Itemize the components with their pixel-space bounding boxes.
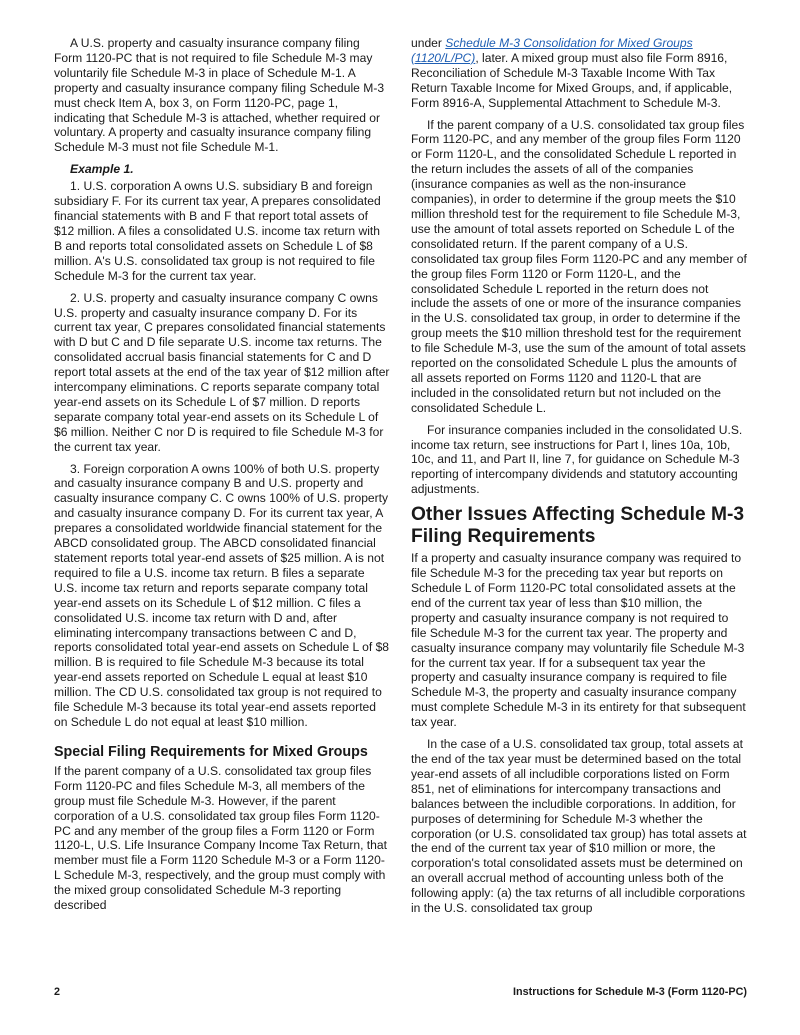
other-issues-heading: Other Issues Affecting Schedule M-3 Filing Requirements — [411, 504, 745, 548]
example-label: Example 1. — [70, 162, 134, 177]
mixed-groups-paragraph: If the parent company of a U.S. consolidated tax group files Form 1120-PC and files Schedule M-3, all members of the group must file Schedule M-3. However, if the parent corporation of a U.S. consolidated tax group files Form 1120-PC and any member of the group files a Form 1120 or Form 1120-L, U.S. Life Insurance Company Income Tax Return, that member must file a Form 1120 Schedule M-3 or a Form 1120-L Schedule M-3, respectively, and the group must comply with the mixed group consolidated Schedule M-3 reporting described — [54, 763, 387, 913]
insurance-companies-paragraph: For insurance companies included in the consolidated U.S. income tax return, see instructions for Part I, lines 10a, 10b, 10c, and 11, and Part II, line 7, for guidance on Schedule M-3 reporting of intercompany dividends and statutory accounting adjustments. — [411, 422, 743, 497]
example-item-1: 1. U.S. corporation A owns U.S. subsidiary B and foreign subsidiary F. For its current tax year, A prepares consolidated financial statements with B and F that report total assets of $12 million. A files a consolidated U.S. income tax return with B and reports total consolidated assets on Schedule L of $8 million. A's U.S. consolidated tax group is not required to file Schedule M-3 for the current tax year. — [54, 179, 381, 283]
left-column — [54, 36, 390, 920]
continued-prefix: under — [411, 36, 446, 50]
footer-title: Instructions for Schedule M-3 (Form 1120-PC) — [513, 986, 747, 998]
right-column — [411, 36, 747, 923]
mixed-groups-heading: Special Filing Requirements for Mixed Groups — [54, 743, 368, 760]
page-footer — [54, 986, 747, 1004]
continued-rest: , later. A mixed group must also file Form 8916, Reconciliation of Schedule M-3 Taxable Income With Tax Return Taxable Income for Mixed Groups, and, if applicable, Form 8916-A, Supplemental Attachment to Schedule M-3. — [411, 50, 733, 110]
continued-paragraph — [411, 36, 747, 111]
example-item-2: 2. U.S. property and casualty insurance company C owns U.S. property and casualty insurance company D. For its current tax year, C prepares consolidated financial statements with D but C and D file separate U.S. income tax returns. The consolidated accrual basis financial statements for C and D report total assets at the end of the tax year of $12 million after intercompany eliminations. C reports separate company total year-end assets on its Schedule L of $7 million. D reports separate company total year-end assets on its Schedule L of $6 million. Neither C nor D is required to file Schedule M-3 for the current tax year. — [54, 290, 390, 454]
consolidated-group-paragraph: In the case of a U.S. consolidated tax group, total assets at the end of the tax year must be determined based on the total year-end assets of all includible corporations listed on Form 851, net of eliminations for intercompany transactions and balances between the includible corporations. In addition, for purposes of determining for Schedule M-3 whether the corporation (or U.S. consolidated tax group) has total assets at the end of the current tax year of $10 million or more, the corporation's total consolidated assets must be determined on an overall accrual method of accounting unless both of the following apply: (a) the tax returns of all includible corporations in the U.S. consolidated tax group — [411, 737, 747, 916]
intro-paragraph: A U.S. property and casualty insurance company filing Form 1120-PC that is not required to file Schedule M-3 may voluntarily file Schedule M-3 in place of Schedule M-1. A property and casualty insurance company filing Schedule M-3 must check Item A, box 3, on Form 1120-PC, page 1, indicating that Schedule M-3 is attached, whether required or voluntary. A property and casualty insurance company filing Schedule M-3 must not file Schedule M-1. — [54, 36, 385, 155]
mixed-groups-consolidation-link[interactable]: Schedule M-3 Consolidation for Mixed Groups (1120/L/PC) — [411, 36, 693, 65]
page-number: 2 — [54, 986, 61, 998]
parent-company-paragraph: If the parent company of a U.S. consolidated tax group files Form 1120-PC, and any member of the group files Form 1120 or Form 1120-L, and the consolidated Schedule L reported in the return includes the assets of all of the companies (insurance companies as well as the non-insurance companies), in order to determine if the group meets the $10 million threshold test for the requirement to file Schedule M-3, use the amount of total assets reported on Schedule L of the consolidated return. If the parent company of a U.S. consolidated tax group files Form 1120-PC and any member of the group files Form 1120 or Form 1120-L, and the consolidated Schedule L reported in the return does not include the assets of one or more of the insurance companies in the U.S. consolidated tax group, in order to determine if the group meets the $10 million threshold test for the requirement to file Schedule M-3, use the sum of the amount of total assets reported on the consolidated Schedule L plus the amounts of all assets reported on Forms 1120 and 1120-L that are included in the consolidated return but not included on the consolidated Schedule L. — [411, 117, 747, 415]
example-item-3: 3. Foreign corporation A owns 100% of both U.S. property and casualty insurance company B and U.S. property and casualty insurance company C. C owns 100% of U.S. property and casualty insurance company D. For its current tax year, A prepares a consolidated worldwide financial statement for the ABCD consolidated group. The ABCD consolidated financial statement reports total year-end assets of $25 million. A is not required to file a U.S. income tax return. B files a separate U.S. income tax return and reports separate company total year-end assets on its Schedule L of $12 million. C files a consolidated U.S. income tax return with D and, after eliminating intercompany transactions between C and D, reports consolidated total year-end assets on Schedule L of $8 million. B is required to file Schedule M-3 because its total year-end assets reported on Schedule L equal at least $10 million. The CD U.S. consolidated tax group is not required to file Schedule M-3 because its total year-end assets reported on Schedule L do not equal at least $10 million. — [54, 461, 390, 729]
other-issues-paragraph: If a property and casualty insurance company was required to file Schedule M-3 for the preceding tax year but reports on Schedule L of Form 1120-PC total consolidated assets at the end of the current tax year of less than $10 million, the property and casualty insurance company is not required to file Schedule M-3 for the current tax year. The property and casualty insurance company may voluntarily file Schedule M-3 for the current tax year. If for a subsequent tax year the property and casualty insurance company is required to file Schedule M-3, the property and casualty insurance company must complete Schedule M-3 in its entirety for that subsequent tax year. — [411, 551, 746, 730]
